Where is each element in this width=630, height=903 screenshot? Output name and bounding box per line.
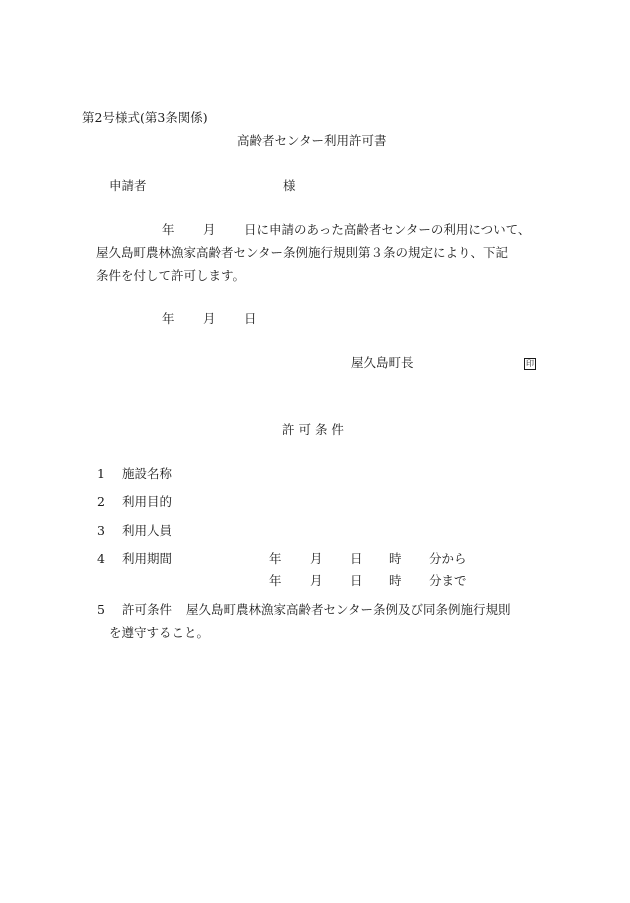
item-3-label: 利用人員: [122, 523, 173, 538]
document-title: 高齢者センター利用許可書: [237, 133, 387, 148]
form-number: 第2号様式(第3条関係): [82, 110, 208, 125]
applicant-label: 申請者: [109, 178, 147, 193]
item-3-number: 3: [97, 523, 105, 538]
period-from-day: 日: [350, 551, 363, 566]
item-1-label: 施設名称: [122, 466, 173, 481]
period-from-hour: 時: [389, 551, 402, 566]
issue-date-day: 日: [244, 311, 257, 326]
item-5-text-line-1: 屋久島町農林漁家高齢者センター条例及び同条例施行規則: [186, 602, 511, 617]
body-line-3: 条件を付して許可します。: [96, 268, 246, 283]
item-4-label: 利用期間: [122, 551, 173, 566]
item-2-number: 2: [97, 494, 105, 509]
item-5-text-line-2: を遵守すること。: [109, 625, 210, 640]
item-1-number: 1: [97, 466, 105, 481]
issue-date-month: 月: [203, 311, 216, 326]
body-date-year: 年: [162, 222, 175, 237]
period-to-day: 日: [350, 573, 363, 588]
period-to-hour: 時: [389, 573, 402, 588]
item-2-label: 利用目的: [122, 494, 173, 509]
body-date-month: 月: [203, 222, 216, 237]
seal-mark: 印: [526, 359, 534, 368]
period-to-month: 月: [310, 573, 323, 588]
period-to-year: 年: [269, 573, 282, 588]
item-5-label: 許可条件: [122, 602, 173, 617]
period-to-minute: 分まで: [429, 573, 467, 588]
conditions-heading: 許 可 条 件: [282, 422, 344, 437]
signatory-title: 屋久島町長: [351, 355, 414, 370]
item-5-number: 5: [97, 602, 105, 617]
applicant-honorific: 様: [283, 178, 296, 193]
body-line-1: 日に申請のあった高齢者センターの利用について、: [244, 222, 531, 237]
item-4-number: 4: [97, 551, 105, 566]
issue-date-year: 年: [162, 311, 175, 326]
body-line-2: 屋久島町農林漁家高齢者センター条例施行規則第３条の規定により、下記: [96, 245, 509, 260]
period-from-minute: 分から: [429, 551, 467, 566]
period-from-year: 年: [269, 551, 282, 566]
period-from-month: 月: [310, 551, 323, 566]
